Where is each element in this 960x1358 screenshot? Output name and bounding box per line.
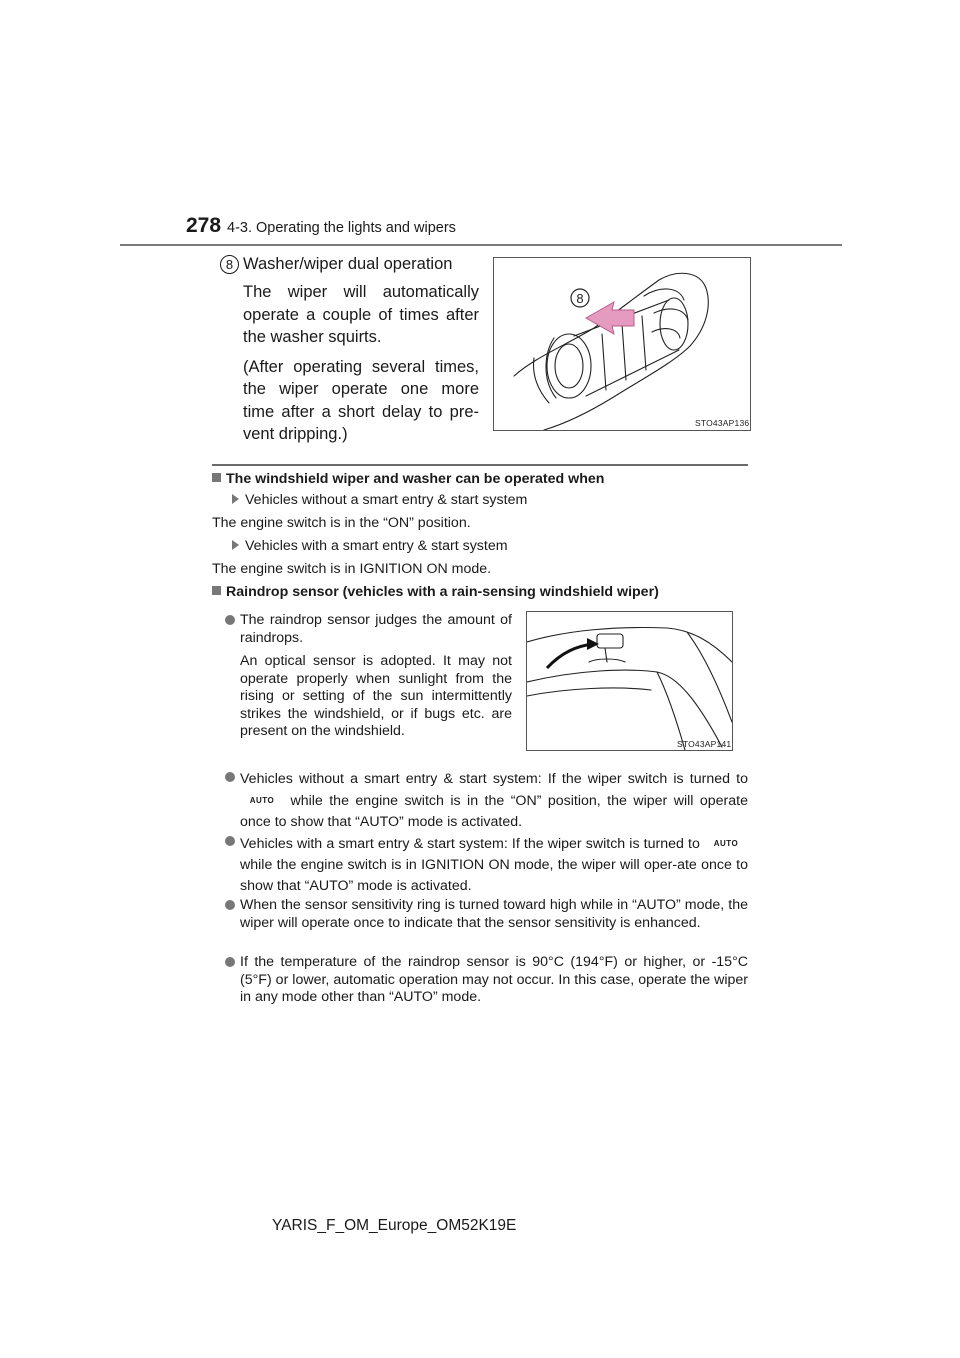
wiper-lever-illustration: [493, 257, 751, 431]
step-paragraph-1: The wiper will automatically operate a couple of times after the washer squirts.: [243, 283, 479, 346]
section-title: 4-3. Operating the lights and wipers: [227, 220, 456, 236]
sensor-pointer-arrow: [547, 644, 593, 668]
square-bullet-icon: [212, 473, 221, 482]
figure-code: STO43AP141: [677, 739, 732, 749]
figure-callout-number: 8: [576, 291, 584, 306]
auto-symbol-icon: AUTO: [713, 839, 739, 848]
round-bullet-icon: [225, 836, 235, 846]
step-number-badge: 8: [220, 255, 239, 274]
sub-condition-2: Vehicles with a smart entry & start system: [232, 538, 508, 556]
raindrop-bullet-4: When the sensor sensitivity ring is turned toward high while in “AUTO” mode, the wiper will operate once to indicate that the sensor sensitivity is enhanced.: [240, 897, 748, 932]
step-description: [243, 281, 479, 453]
raindrop-bullet-1: The raindrop sensor judges the amount of raindrops. An optical sensor is adopted. It may not operate properly when sunlight from the rising or setting of the sun intermittently strikes the windshield, or if bugs etc. are present on the windshield.: [240, 612, 512, 741]
step-title: Washer/wiper dual operation: [243, 255, 453, 273]
raindrop-bullet-5: If the temperature of the raindrop sensor is 90°C (194°F) or higher, or -15°C (5°F) or lower, automatic operation may not occur. In this case, operate the wiper in any mode other than “AUTO” mode.: [240, 954, 748, 1007]
raindrop-bullet-3: Vehicles with a smart entry & start system: If the wiper switch is turned to AUTO while the engine switch is in IGNITION ON mode, the wiper will oper-ate once to show that “AUTO” mode is activated.: [240, 833, 748, 897]
round-bullet-icon: [225, 772, 235, 782]
windshield-drawing: [527, 612, 732, 750]
raindrop-bullet-2: Vehicles without a smart entry & start system: If the wiper switch is turned to AUTO while the engine switch is in the “ON” position, the wiper will operate once to show that “AUTO” mode is activated.: [240, 769, 748, 833]
operated-when-heading: The windshield wiper and washer can be operated when: [212, 471, 604, 489]
figure-code: STO43AP136: [695, 418, 750, 428]
triangle-bullet-icon: [232, 494, 239, 504]
sub-condition-2-text: The engine switch is in IGNITION ON mode.: [212, 561, 492, 577]
triangle-bullet-icon: [232, 540, 239, 550]
page-number: 278: [186, 214, 222, 237]
windshield-sensor-illustration: [526, 611, 733, 751]
round-bullet-icon: [225, 615, 235, 625]
round-bullet-icon: [225, 957, 235, 967]
sub-condition-1-text: The engine switch is in the “ON” position.: [212, 515, 471, 531]
step-paragraph-2: (After operating several times, the wiper operate one more time after a short delay to pre-vent dripping.): [243, 357, 479, 443]
document-id: YARIS_F_OM_Europe_OM52K19E: [272, 1217, 517, 1234]
raindrop-heading: Raindrop sensor (vehicles with a rain-sensing windshield wiper): [212, 584, 659, 602]
square-bullet-icon: [212, 586, 221, 595]
sub-condition-1: Vehicles without a smart entry & start system: [232, 492, 527, 510]
header-rule: [120, 244, 842, 246]
separator-rule: [212, 464, 748, 466]
hand-on-lever-drawing: [494, 258, 750, 430]
round-bullet-icon: [225, 900, 235, 910]
auto-symbol-icon: AUTO: [249, 796, 275, 805]
